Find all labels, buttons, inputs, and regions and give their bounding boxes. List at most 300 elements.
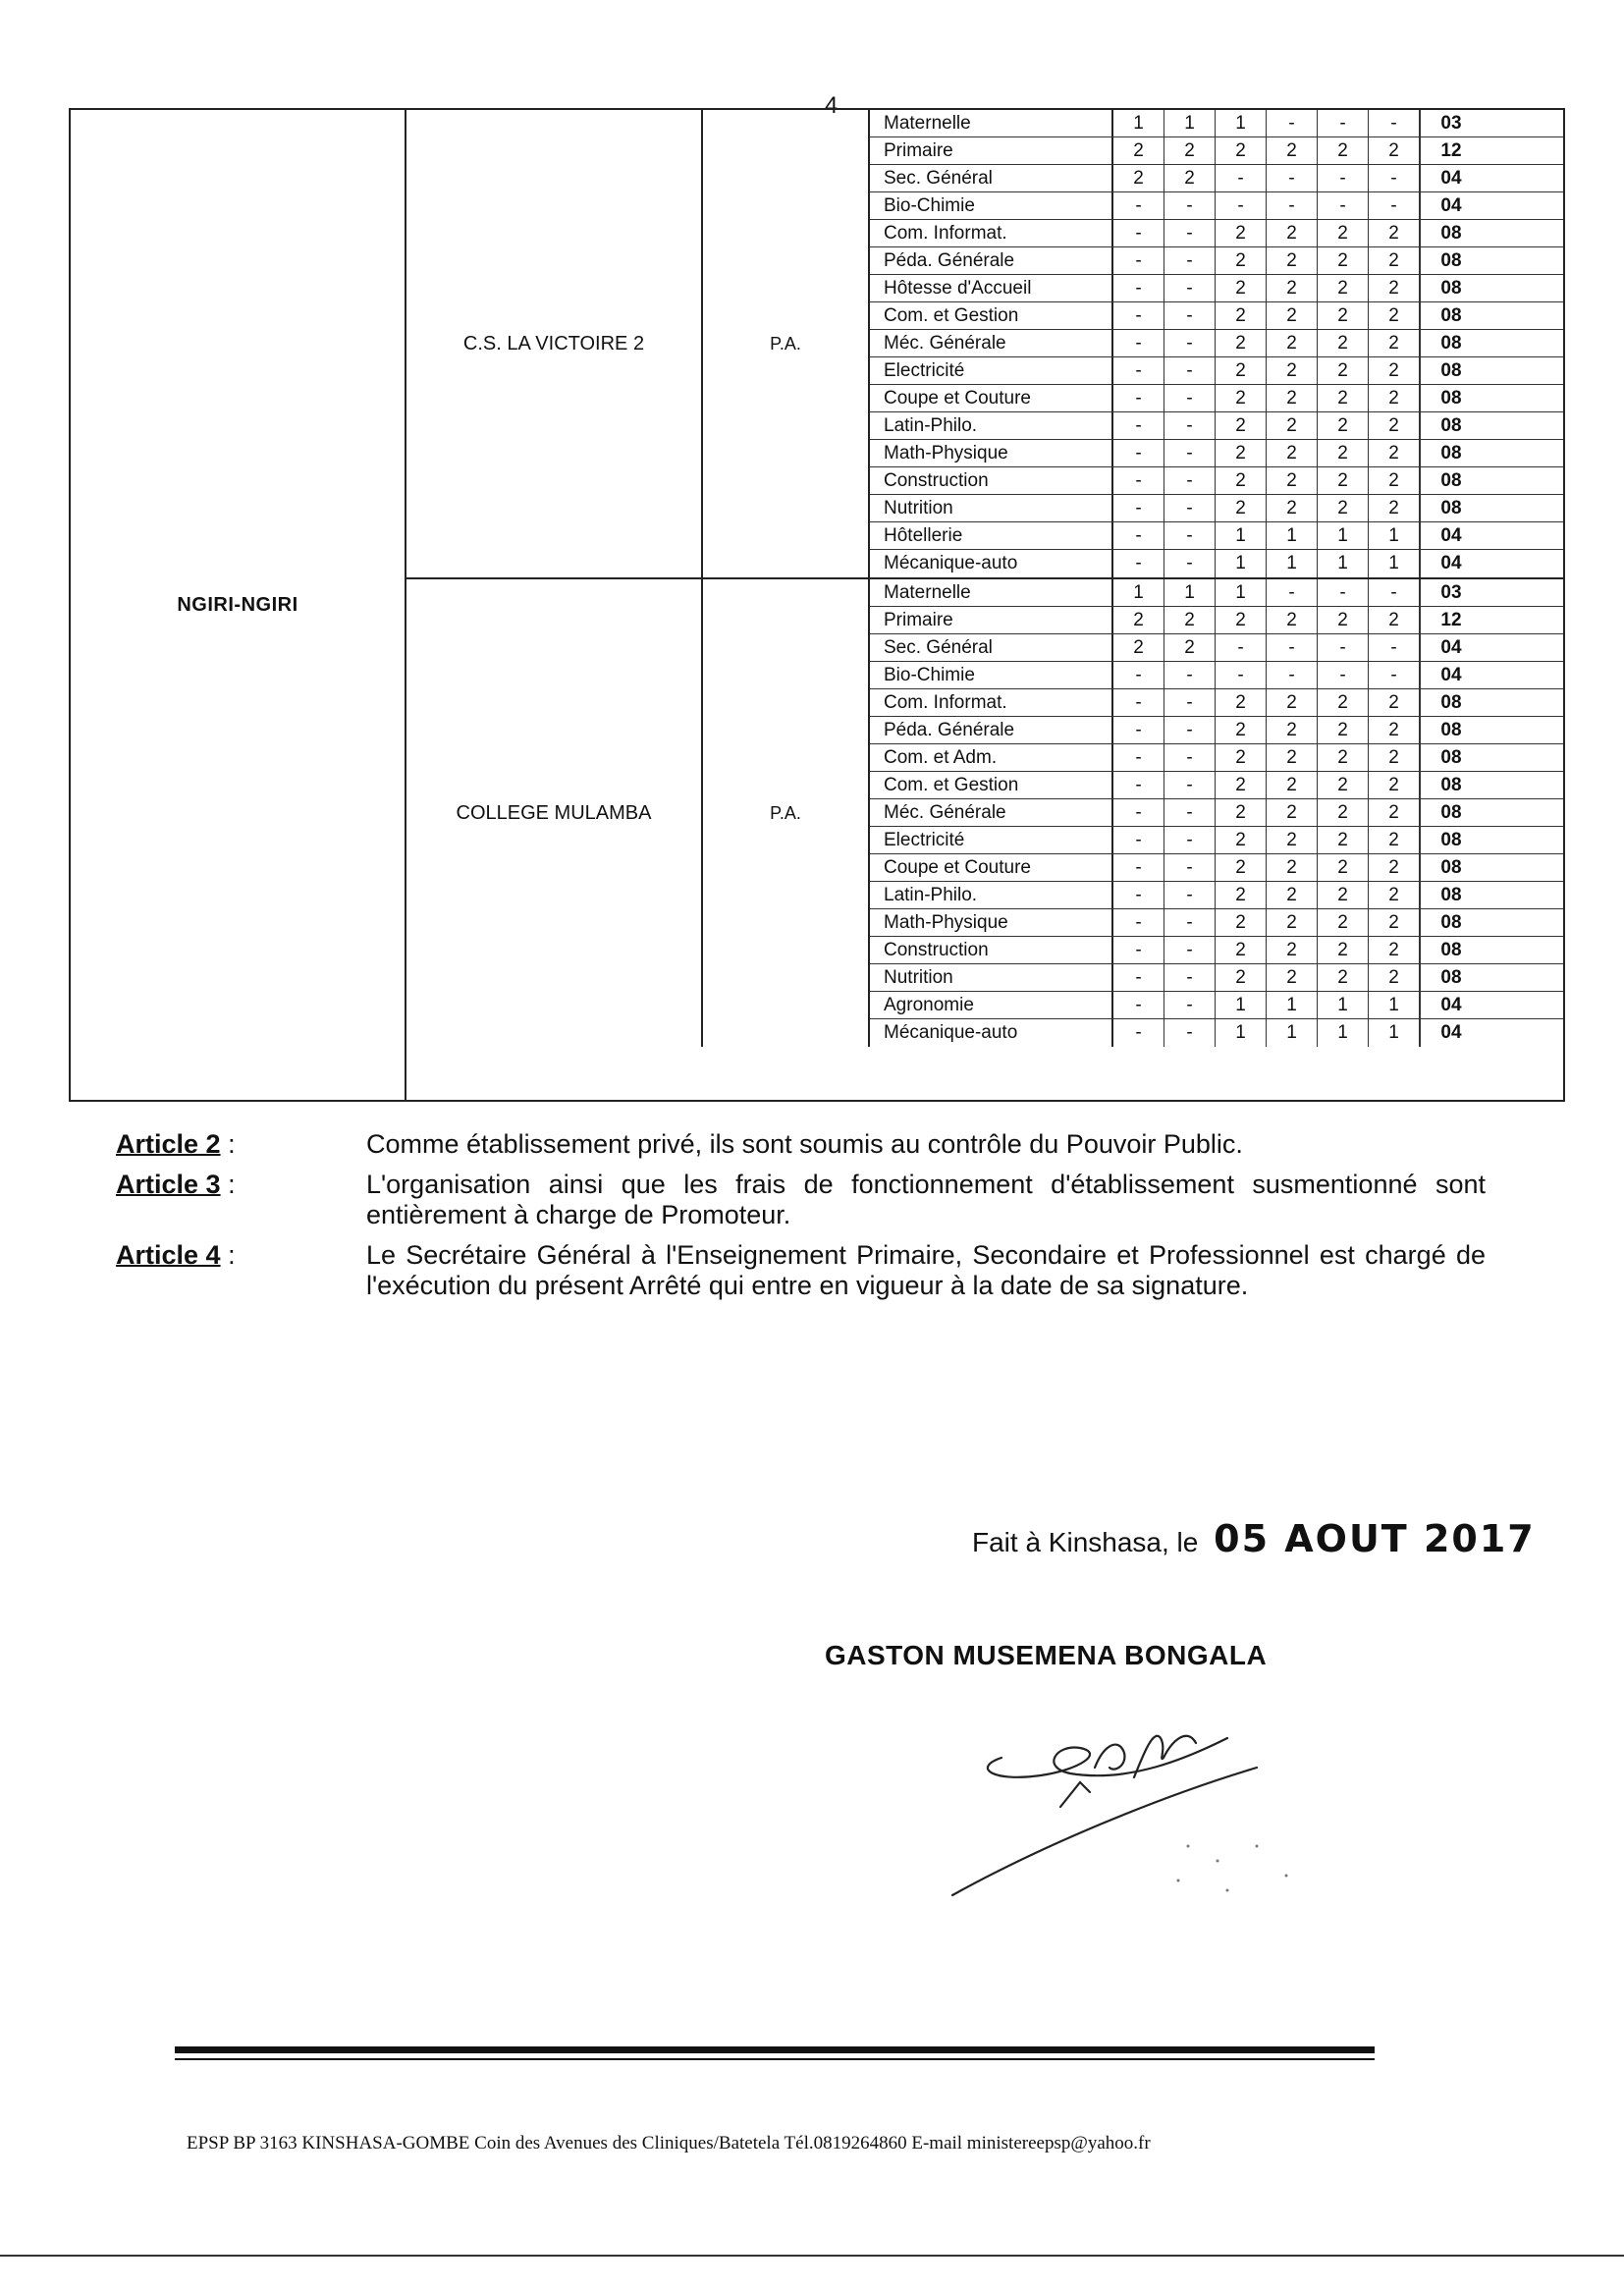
option-name: Mécanique-auto bbox=[870, 550, 1113, 577]
class-count: - bbox=[1369, 165, 1420, 191]
class-count: 2 bbox=[1318, 744, 1369, 771]
option-name: Agronomie bbox=[870, 992, 1113, 1018]
row-total: 08 bbox=[1420, 220, 1482, 246]
class-count: - bbox=[1113, 220, 1164, 246]
signed-date: 05 AOUT 2017 bbox=[1214, 1517, 1536, 1560]
class-count: 2 bbox=[1216, 412, 1267, 439]
class-count: - bbox=[1164, 772, 1216, 798]
school-type: P.A. bbox=[703, 110, 870, 577]
class-count: - bbox=[1164, 827, 1216, 853]
commune-label: NGIRI-NGIRI bbox=[177, 593, 298, 616]
class-count: 2 bbox=[1267, 495, 1318, 521]
class-count: - bbox=[1164, 744, 1216, 771]
class-count: 2 bbox=[1267, 964, 1318, 991]
class-count: 2 bbox=[1216, 247, 1267, 274]
table-row bbox=[870, 744, 1563, 772]
option-name: Primaire bbox=[870, 607, 1113, 633]
row-total: 08 bbox=[1420, 717, 1482, 743]
table-row bbox=[870, 882, 1563, 909]
table-row bbox=[870, 579, 1563, 607]
table-row bbox=[870, 992, 1563, 1019]
class-count: 2 bbox=[1318, 302, 1369, 329]
class-count: 2 bbox=[1318, 937, 1369, 963]
class-count: 2 bbox=[1318, 357, 1369, 384]
row-total: 08 bbox=[1420, 689, 1482, 716]
table-row bbox=[870, 467, 1563, 495]
class-count: 2 bbox=[1267, 772, 1318, 798]
table-row bbox=[870, 827, 1563, 854]
table-row bbox=[870, 634, 1563, 662]
class-count: 2 bbox=[1216, 495, 1267, 521]
class-count: - bbox=[1164, 522, 1216, 549]
class-count: - bbox=[1216, 165, 1267, 191]
option-name: Com. Informat. bbox=[870, 220, 1113, 246]
class-count: - bbox=[1267, 165, 1318, 191]
signed-place: Fait à Kinshasa, le bbox=[972, 1527, 1199, 1557]
row-total: 08 bbox=[1420, 882, 1482, 908]
class-count: 2 bbox=[1216, 330, 1267, 356]
class-count: 1 bbox=[1267, 522, 1318, 549]
school-block bbox=[406, 110, 1563, 577]
option-name: Hôtellerie bbox=[870, 522, 1113, 549]
class-count: 1 bbox=[1113, 110, 1164, 136]
class-count: - bbox=[1113, 854, 1164, 881]
table-row bbox=[870, 799, 1563, 827]
table-row bbox=[870, 495, 1563, 522]
class-count: 2 bbox=[1216, 689, 1267, 716]
class-count: 2 bbox=[1267, 467, 1318, 494]
class-count: 2 bbox=[1267, 275, 1318, 301]
class-count: - bbox=[1164, 854, 1216, 881]
row-total: 08 bbox=[1420, 440, 1482, 466]
row-total: 08 bbox=[1420, 854, 1482, 881]
class-count: - bbox=[1164, 247, 1216, 274]
table-row bbox=[870, 550, 1563, 577]
class-count: - bbox=[1164, 717, 1216, 743]
option-name: Sec. Général bbox=[870, 634, 1113, 661]
class-count: 1 bbox=[1369, 1019, 1420, 1047]
class-count: - bbox=[1164, 964, 1216, 991]
class-count: - bbox=[1113, 440, 1164, 466]
option-name: Electricité bbox=[870, 357, 1113, 384]
class-count: 2 bbox=[1318, 799, 1369, 826]
row-total: 08 bbox=[1420, 247, 1482, 274]
class-count: 1 bbox=[1164, 110, 1216, 136]
class-count: 2 bbox=[1318, 385, 1369, 411]
class-count: - bbox=[1113, 495, 1164, 521]
class-count: 1 bbox=[1216, 1019, 1267, 1047]
class-count: 1 bbox=[1318, 550, 1369, 577]
option-name: Nutrition bbox=[870, 964, 1113, 991]
row-total: 04 bbox=[1420, 662, 1482, 688]
article bbox=[116, 1129, 1490, 1160]
class-count: - bbox=[1164, 550, 1216, 577]
row-total: 04 bbox=[1420, 992, 1482, 1018]
class-count: - bbox=[1216, 662, 1267, 688]
class-count: 1 bbox=[1113, 579, 1164, 606]
row-total: 08 bbox=[1420, 909, 1482, 936]
class-count: 2 bbox=[1267, 937, 1318, 963]
article-text: L'organisation ainsi que les frais de fonctionnement d'établissement susmentionné sont entièrement à charge de Promoteur. bbox=[366, 1170, 1486, 1229]
footer-rule-thin bbox=[175, 2058, 1375, 2060]
class-count: - bbox=[1164, 1019, 1216, 1047]
class-count: - bbox=[1113, 799, 1164, 826]
class-count: 2 bbox=[1216, 937, 1267, 963]
row-total: 08 bbox=[1420, 827, 1482, 853]
class-count: 2 bbox=[1164, 634, 1216, 661]
class-count: - bbox=[1164, 495, 1216, 521]
row-total: 04 bbox=[1420, 192, 1482, 219]
class-count: 2 bbox=[1318, 412, 1369, 439]
class-count: - bbox=[1369, 634, 1420, 661]
article-label-text: Article 3 bbox=[116, 1170, 221, 1199]
class-count: - bbox=[1113, 1019, 1164, 1047]
class-count: 2 bbox=[1318, 717, 1369, 743]
table-row bbox=[870, 937, 1563, 964]
class-count: 2 bbox=[1113, 634, 1164, 661]
class-count: 2 bbox=[1216, 137, 1267, 164]
option-name: Math-Physique bbox=[870, 909, 1113, 936]
class-count: 2 bbox=[1267, 689, 1318, 716]
class-count: - bbox=[1113, 909, 1164, 936]
class-count: 2 bbox=[1369, 385, 1420, 411]
class-count: 2 bbox=[1267, 302, 1318, 329]
class-count: - bbox=[1164, 412, 1216, 439]
class-count: - bbox=[1113, 992, 1164, 1018]
class-count: - bbox=[1164, 302, 1216, 329]
articles-section bbox=[116, 1129, 1490, 1311]
option-name: Primaire bbox=[870, 137, 1113, 164]
class-count: 2 bbox=[1369, 772, 1420, 798]
table-row bbox=[870, 522, 1563, 550]
option-name: Hôtesse d'Accueil bbox=[870, 275, 1113, 301]
class-count: 1 bbox=[1369, 550, 1420, 577]
class-count: - bbox=[1113, 247, 1164, 274]
class-count: - bbox=[1113, 192, 1164, 219]
class-count: - bbox=[1318, 192, 1369, 219]
schools-container bbox=[406, 110, 1563, 1100]
table-row bbox=[870, 137, 1563, 165]
class-count: 2 bbox=[1369, 275, 1420, 301]
class-count: 2 bbox=[1369, 220, 1420, 246]
class-count: 2 bbox=[1318, 882, 1369, 908]
class-count: 2 bbox=[1216, 772, 1267, 798]
option-name: Maternelle bbox=[870, 579, 1113, 606]
class-count: 1 bbox=[1318, 1019, 1369, 1047]
class-count: 2 bbox=[1318, 137, 1369, 164]
option-name: Maternelle bbox=[870, 110, 1113, 136]
class-count: 2 bbox=[1216, 385, 1267, 411]
class-count: 2 bbox=[1267, 799, 1318, 826]
class-count: - bbox=[1113, 662, 1164, 688]
article bbox=[116, 1240, 1490, 1301]
class-count: 2 bbox=[1369, 799, 1420, 826]
class-count: 2 bbox=[1369, 137, 1420, 164]
class-count: 2 bbox=[1267, 247, 1318, 274]
option-name: Péda. Générale bbox=[870, 717, 1113, 743]
schools-table bbox=[69, 108, 1565, 1102]
class-count: 2 bbox=[1113, 607, 1164, 633]
class-count: 2 bbox=[1164, 137, 1216, 164]
class-count: 1 bbox=[1216, 579, 1267, 606]
class-count: - bbox=[1267, 579, 1318, 606]
commune-cell bbox=[71, 110, 406, 1100]
row-total: 03 bbox=[1420, 579, 1482, 606]
table-row bbox=[870, 110, 1563, 137]
option-name: Méc. Générale bbox=[870, 799, 1113, 826]
table-row bbox=[870, 220, 1563, 247]
class-count: - bbox=[1369, 579, 1420, 606]
class-count: 2 bbox=[1267, 357, 1318, 384]
table-row bbox=[870, 717, 1563, 744]
row-total: 08 bbox=[1420, 385, 1482, 411]
class-count: - bbox=[1318, 634, 1369, 661]
class-count: - bbox=[1113, 964, 1164, 991]
options-grid bbox=[870, 579, 1563, 1047]
option-name: Com. et Gestion bbox=[870, 772, 1113, 798]
class-count: 1 bbox=[1267, 992, 1318, 1018]
class-count: 1 bbox=[1216, 992, 1267, 1018]
option-name: Coupe et Couture bbox=[870, 385, 1113, 411]
class-count: 1 bbox=[1369, 992, 1420, 1018]
class-count: 2 bbox=[1216, 827, 1267, 853]
option-name: Bio-Chimie bbox=[870, 662, 1113, 688]
class-count: 2 bbox=[1267, 412, 1318, 439]
option-name: Bio-Chimie bbox=[870, 192, 1113, 219]
class-count: - bbox=[1113, 689, 1164, 716]
class-count: - bbox=[1318, 579, 1369, 606]
option-name: Construction bbox=[870, 467, 1113, 494]
row-total: 04 bbox=[1420, 165, 1482, 191]
row-total: 08 bbox=[1420, 744, 1482, 771]
row-total: 04 bbox=[1420, 1019, 1482, 1047]
class-count: - bbox=[1216, 634, 1267, 661]
page-number: 4 bbox=[825, 92, 839, 119]
option-name: Mécanique-auto bbox=[870, 1019, 1113, 1047]
article-label: Article 2 : bbox=[116, 1129, 236, 1159]
class-count: - bbox=[1318, 165, 1369, 191]
class-count: 2 bbox=[1369, 247, 1420, 274]
row-total: 12 bbox=[1420, 137, 1482, 164]
class-count: 2 bbox=[1216, 717, 1267, 743]
row-total: 08 bbox=[1420, 275, 1482, 301]
class-count: 2 bbox=[1267, 607, 1318, 633]
class-count: 2 bbox=[1318, 275, 1369, 301]
option-name: Sec. Général bbox=[870, 165, 1113, 191]
class-count: 2 bbox=[1113, 137, 1164, 164]
table-row bbox=[870, 662, 1563, 689]
class-count: 2 bbox=[1369, 607, 1420, 633]
class-count: - bbox=[1113, 467, 1164, 494]
class-count: 2 bbox=[1318, 220, 1369, 246]
class-count: - bbox=[1164, 882, 1216, 908]
class-count: - bbox=[1164, 330, 1216, 356]
class-count: - bbox=[1113, 717, 1164, 743]
class-count: - bbox=[1164, 192, 1216, 219]
class-count: - bbox=[1164, 909, 1216, 936]
option-name: Nutrition bbox=[870, 495, 1113, 521]
table-row bbox=[870, 772, 1563, 799]
class-count: 2 bbox=[1267, 330, 1318, 356]
class-count: - bbox=[1267, 662, 1318, 688]
class-count: 1 bbox=[1164, 579, 1216, 606]
table-row bbox=[870, 165, 1563, 192]
class-count: - bbox=[1113, 385, 1164, 411]
option-name: Péda. Générale bbox=[870, 247, 1113, 274]
class-count: 2 bbox=[1216, 220, 1267, 246]
table-row bbox=[870, 607, 1563, 634]
class-count: 2 bbox=[1216, 357, 1267, 384]
class-count: 1 bbox=[1318, 992, 1369, 1018]
class-count: 2 bbox=[1369, 937, 1420, 963]
signatory-name: GASTON MUSEMENA BONGALA bbox=[825, 1640, 1268, 1670]
class-count: - bbox=[1164, 799, 1216, 826]
row-total: 04 bbox=[1420, 522, 1482, 549]
table-row bbox=[870, 964, 1563, 992]
class-count: - bbox=[1113, 357, 1164, 384]
signature-place-date bbox=[972, 1517, 1536, 1560]
class-count: - bbox=[1369, 662, 1420, 688]
class-count: 2 bbox=[1267, 827, 1318, 853]
row-total: 08 bbox=[1420, 937, 1482, 963]
class-count: 2 bbox=[1318, 247, 1369, 274]
row-total: 08 bbox=[1420, 799, 1482, 826]
class-count: 2 bbox=[1267, 744, 1318, 771]
option-name: Coupe et Couture bbox=[870, 854, 1113, 881]
class-count: 2 bbox=[1216, 440, 1267, 466]
class-count: 2 bbox=[1113, 165, 1164, 191]
class-count: 2 bbox=[1216, 275, 1267, 301]
class-count: - bbox=[1164, 689, 1216, 716]
footer-rule-thick bbox=[175, 2046, 1375, 2053]
option-name: Com. Informat. bbox=[870, 689, 1113, 716]
class-count: - bbox=[1164, 992, 1216, 1018]
table-row bbox=[870, 275, 1563, 302]
class-count: - bbox=[1164, 385, 1216, 411]
class-count: - bbox=[1113, 522, 1164, 549]
class-count: - bbox=[1164, 467, 1216, 494]
class-count: 2 bbox=[1216, 467, 1267, 494]
article-text: Le Secrétaire Général à l'Enseignement Primaire, Secondaire et Professionnel est chargé de l'exécution du présent Arrêté qui entre en vigueur à la date de sa signature. bbox=[366, 1240, 1486, 1300]
class-count: 2 bbox=[1216, 882, 1267, 908]
class-count: - bbox=[1113, 937, 1164, 963]
row-total: 08 bbox=[1420, 412, 1482, 439]
class-count: 2 bbox=[1369, 440, 1420, 466]
class-count: 2 bbox=[1369, 302, 1420, 329]
class-count: - bbox=[1267, 110, 1318, 136]
class-count: - bbox=[1113, 412, 1164, 439]
class-count: - bbox=[1164, 662, 1216, 688]
class-count: 2 bbox=[1369, 744, 1420, 771]
class-count: 1 bbox=[1369, 522, 1420, 549]
school-type: P.A. bbox=[703, 579, 870, 1047]
class-count: 2 bbox=[1369, 357, 1420, 384]
class-count: 2 bbox=[1369, 827, 1420, 853]
option-name: Com. et Adm. bbox=[870, 744, 1113, 771]
bottom-rule bbox=[0, 2255, 1624, 2257]
article-label-text: Article 2 bbox=[116, 1129, 221, 1159]
class-count: - bbox=[1113, 744, 1164, 771]
class-count: 2 bbox=[1369, 909, 1420, 936]
handwritten-signature bbox=[933, 1699, 1345, 1925]
option-name: Latin-Philo. bbox=[870, 882, 1113, 908]
class-count: 2 bbox=[1318, 495, 1369, 521]
row-total: 08 bbox=[1420, 495, 1482, 521]
class-count: 2 bbox=[1318, 827, 1369, 853]
class-count: - bbox=[1164, 440, 1216, 466]
class-count: 2 bbox=[1164, 607, 1216, 633]
option-name: Electricité bbox=[870, 827, 1113, 853]
table-row bbox=[870, 440, 1563, 467]
article-label-text: Article 4 bbox=[116, 1240, 221, 1270]
row-total: 08 bbox=[1420, 330, 1482, 356]
class-count: 2 bbox=[1369, 495, 1420, 521]
class-count: - bbox=[1164, 357, 1216, 384]
footer-address: EPSP BP 3163 KINSHASA-GOMBE Coin des Avenues des Cliniques/Batetela Tél.0819264860 E-mail ministereepsp@yahoo.fr bbox=[187, 2133, 1151, 2153]
class-count: - bbox=[1369, 192, 1420, 219]
table-row bbox=[870, 412, 1563, 440]
class-count: 1 bbox=[1318, 522, 1369, 549]
class-count: 2 bbox=[1318, 689, 1369, 716]
class-count: 2 bbox=[1369, 717, 1420, 743]
table-row bbox=[870, 854, 1563, 882]
class-count: - bbox=[1318, 110, 1369, 136]
class-count: 2 bbox=[1318, 909, 1369, 936]
class-count: 2 bbox=[1216, 302, 1267, 329]
class-count: 1 bbox=[1216, 110, 1267, 136]
article-text: Comme établissement privé, ils sont soumis au contrôle du Pouvoir Public. bbox=[366, 1129, 1243, 1159]
class-count: 2 bbox=[1369, 689, 1420, 716]
table-row bbox=[870, 192, 1563, 220]
row-total: 08 bbox=[1420, 964, 1482, 991]
class-count: 2 bbox=[1267, 854, 1318, 881]
school-name: COLLEGE MULAMBA bbox=[406, 579, 703, 1047]
row-total: 04 bbox=[1420, 634, 1482, 661]
class-count: 2 bbox=[1216, 744, 1267, 771]
row-total: 03 bbox=[1420, 110, 1482, 136]
row-total: 04 bbox=[1420, 550, 1482, 577]
option-name: Construction bbox=[870, 937, 1113, 963]
row-total: 08 bbox=[1420, 302, 1482, 329]
row-total: 08 bbox=[1420, 772, 1482, 798]
option-name: Math-Physique bbox=[870, 440, 1113, 466]
class-count: 2 bbox=[1267, 882, 1318, 908]
table-row bbox=[870, 385, 1563, 412]
options-grid bbox=[870, 110, 1563, 577]
table-row bbox=[870, 357, 1563, 385]
school-block bbox=[406, 577, 1563, 1047]
row-total: 12 bbox=[1420, 607, 1482, 633]
class-count: - bbox=[1113, 772, 1164, 798]
school-name: C.S. LA VICTOIRE 2 bbox=[406, 110, 703, 577]
class-count: - bbox=[1267, 634, 1318, 661]
class-count: 2 bbox=[1267, 137, 1318, 164]
class-count: 2 bbox=[1318, 772, 1369, 798]
table-row bbox=[870, 909, 1563, 937]
class-count: 2 bbox=[1267, 717, 1318, 743]
class-count: - bbox=[1318, 662, 1369, 688]
class-count: - bbox=[1113, 827, 1164, 853]
class-count: - bbox=[1113, 330, 1164, 356]
article bbox=[116, 1170, 1490, 1230]
article-label: Article 4 : bbox=[116, 1240, 236, 1270]
class-count: - bbox=[1164, 937, 1216, 963]
table-row bbox=[870, 1019, 1563, 1047]
class-count: 2 bbox=[1318, 607, 1369, 633]
class-count: - bbox=[1113, 550, 1164, 577]
table-row bbox=[870, 247, 1563, 275]
article-label: Article 3 : bbox=[116, 1170, 236, 1199]
